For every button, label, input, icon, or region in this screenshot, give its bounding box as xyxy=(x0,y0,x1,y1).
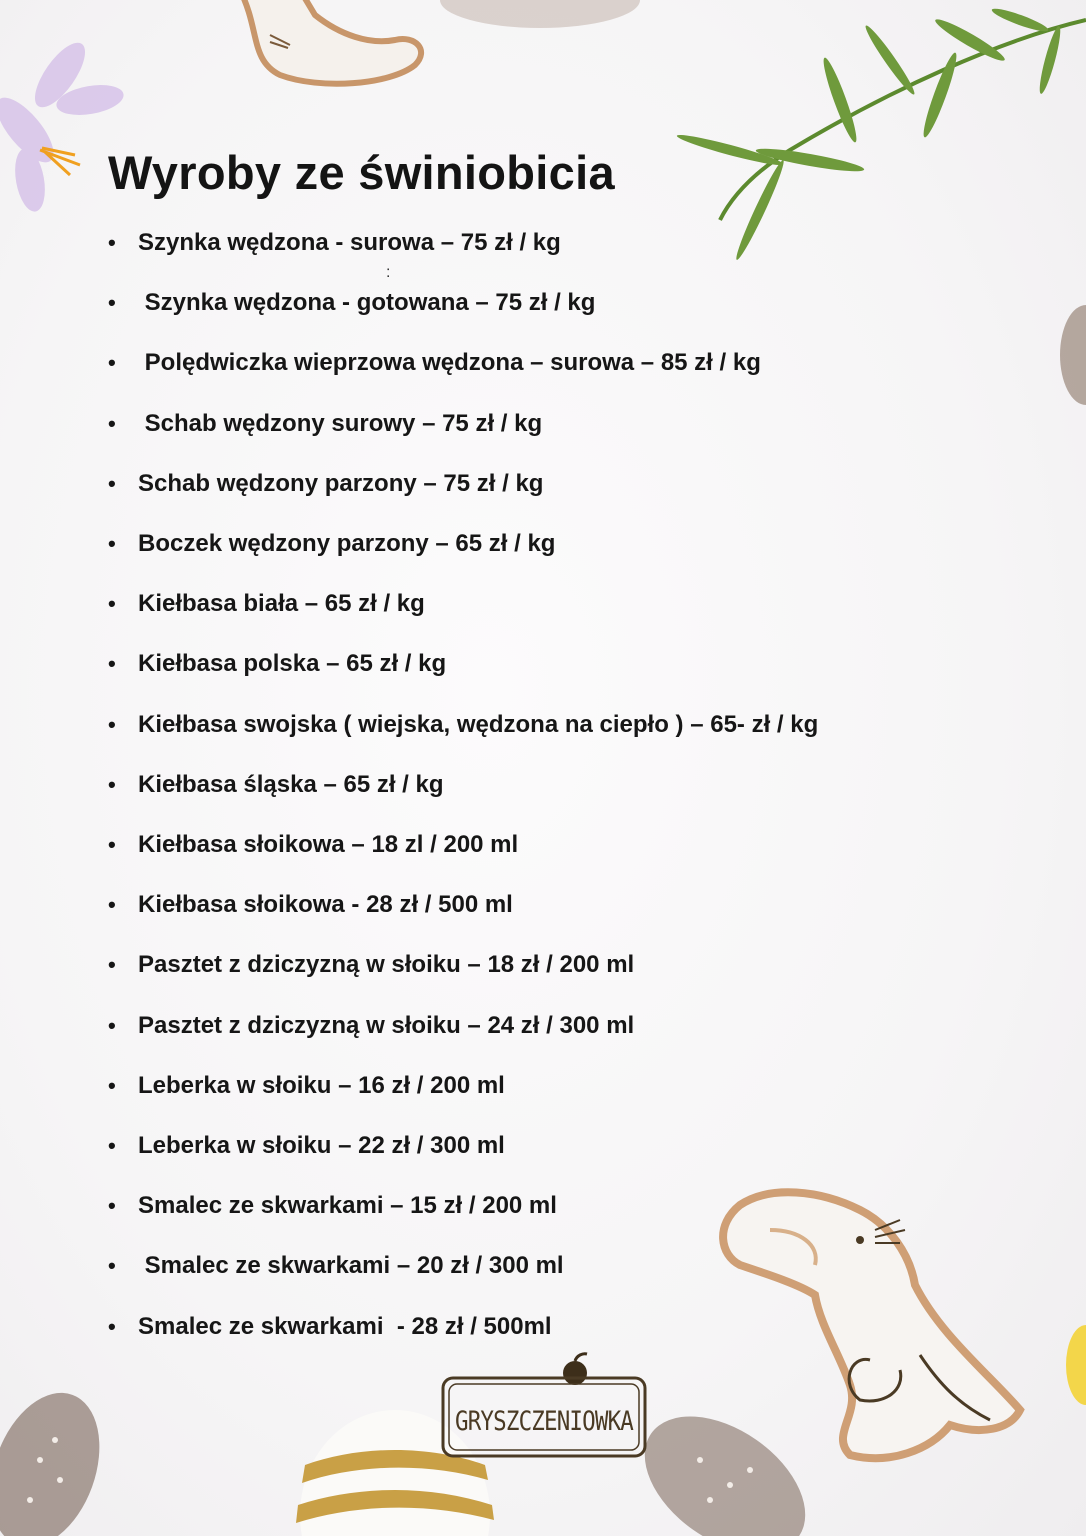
bullet-icon: • xyxy=(108,1073,116,1098)
list-item xyxy=(108,285,595,321)
list-item xyxy=(108,586,425,622)
item-text: Kiełbasa polska – 65 zł / kg xyxy=(138,650,447,677)
item-text: Polędwiczka wieprzowa wędzona – surowa – 85 zł / kg xyxy=(138,349,761,376)
feather-icon xyxy=(1050,300,1086,410)
bullet-icon: • xyxy=(108,772,116,797)
bullet-icon: • xyxy=(108,290,116,315)
bullet-icon: • xyxy=(108,230,116,255)
list-item xyxy=(108,225,561,261)
bullet-icon: • xyxy=(108,591,116,616)
list-item xyxy=(108,466,543,502)
item-text: Kiełbasa swojska ( wiejska, wędzona na ciepło ) – 65- zł / kg xyxy=(138,711,819,738)
item-text: Kiełbasa słoikowa – 18 zl / 200 ml xyxy=(138,831,519,858)
item-text: Leberka w słoiku – 22 zł / 300 ml xyxy=(138,1132,505,1159)
item-text: Szynka wędzona - gotowana – 75 zł / kg xyxy=(138,289,596,316)
list-item xyxy=(108,1008,634,1044)
item-text: Boczek wędzony parzony – 65 zł / kg xyxy=(138,530,556,557)
list-item xyxy=(108,1188,557,1224)
item-text: Smalec ze skwarkami – 15 zł / 200 ml xyxy=(138,1192,557,1219)
list-item xyxy=(108,1248,564,1284)
bullet-icon: • xyxy=(108,712,116,737)
bullet-icon: • xyxy=(108,1314,116,1339)
bullet-icon: • xyxy=(108,832,116,857)
bunny-icon xyxy=(220,0,440,100)
flower-icon xyxy=(1055,1320,1086,1410)
list-item xyxy=(108,526,555,562)
bullet-icon: • xyxy=(108,1013,116,1038)
list-item xyxy=(108,406,542,442)
logo xyxy=(435,1350,655,1465)
bullet-icon: • xyxy=(108,471,116,496)
apple-icon xyxy=(563,1354,587,1385)
bullet-icon: • xyxy=(108,1133,116,1158)
page-title: Wyroby ze świniobicia xyxy=(108,146,615,199)
item-text: Pasztet z dziczyzną w słoiku – 24 zł / 300 ml xyxy=(138,1012,635,1039)
list-item xyxy=(108,947,634,983)
list-item xyxy=(108,827,518,863)
list-item xyxy=(108,707,818,743)
list-item xyxy=(108,1309,552,1345)
item-text: Schab wędzony parzony – 75 zł / kg xyxy=(138,470,544,497)
item-text: Kiełbasa słoikowa - 28 zł / 500 ml xyxy=(138,891,513,918)
list-item xyxy=(108,1068,505,1104)
bullet-icon: • xyxy=(108,531,116,556)
item-text: Smalec ze skwarkami – 20 zł / 300 ml xyxy=(138,1252,564,1279)
logo-text: GRYSZCZENIOWKA xyxy=(455,1406,634,1437)
feather-icon xyxy=(630,1390,820,1536)
feather-icon xyxy=(440,0,640,40)
list-item xyxy=(108,1128,505,1164)
bullet-icon: • xyxy=(108,411,116,436)
bullet-icon: • xyxy=(108,350,116,375)
list-item xyxy=(108,767,444,803)
item-text: Smalec ze skwarkami - 28 zł / 500ml xyxy=(138,1313,552,1340)
list-item xyxy=(108,887,513,923)
item-text: Pasztet z dziczyzną w słoiku – 18 zł / 200 ml xyxy=(138,951,635,978)
bullet-icon: • xyxy=(108,892,116,917)
list-item xyxy=(108,646,446,682)
bullet-icon: • xyxy=(108,1193,116,1218)
list-item xyxy=(108,345,761,381)
bullet-icon: • xyxy=(108,952,116,977)
item-text: Kiełbasa śląska – 65 zł / kg xyxy=(138,771,444,798)
item-text: Leberka w słoiku – 16 zł / 200 ml xyxy=(138,1072,505,1099)
item-text: Kiełbasa biała – 65 zł / kg xyxy=(138,590,425,617)
bullet-icon: • xyxy=(108,651,116,676)
leaf-branch-icon xyxy=(640,0,1086,290)
bullet-icon: • xyxy=(108,1253,116,1278)
item-text: Szynka wędzona - surowa – 75 zł / kg xyxy=(138,229,561,256)
item-text: Schab wędzony surowy – 75 zł / kg xyxy=(138,410,543,437)
stray-mark: : xyxy=(386,264,391,281)
feather-icon xyxy=(0,1380,120,1536)
